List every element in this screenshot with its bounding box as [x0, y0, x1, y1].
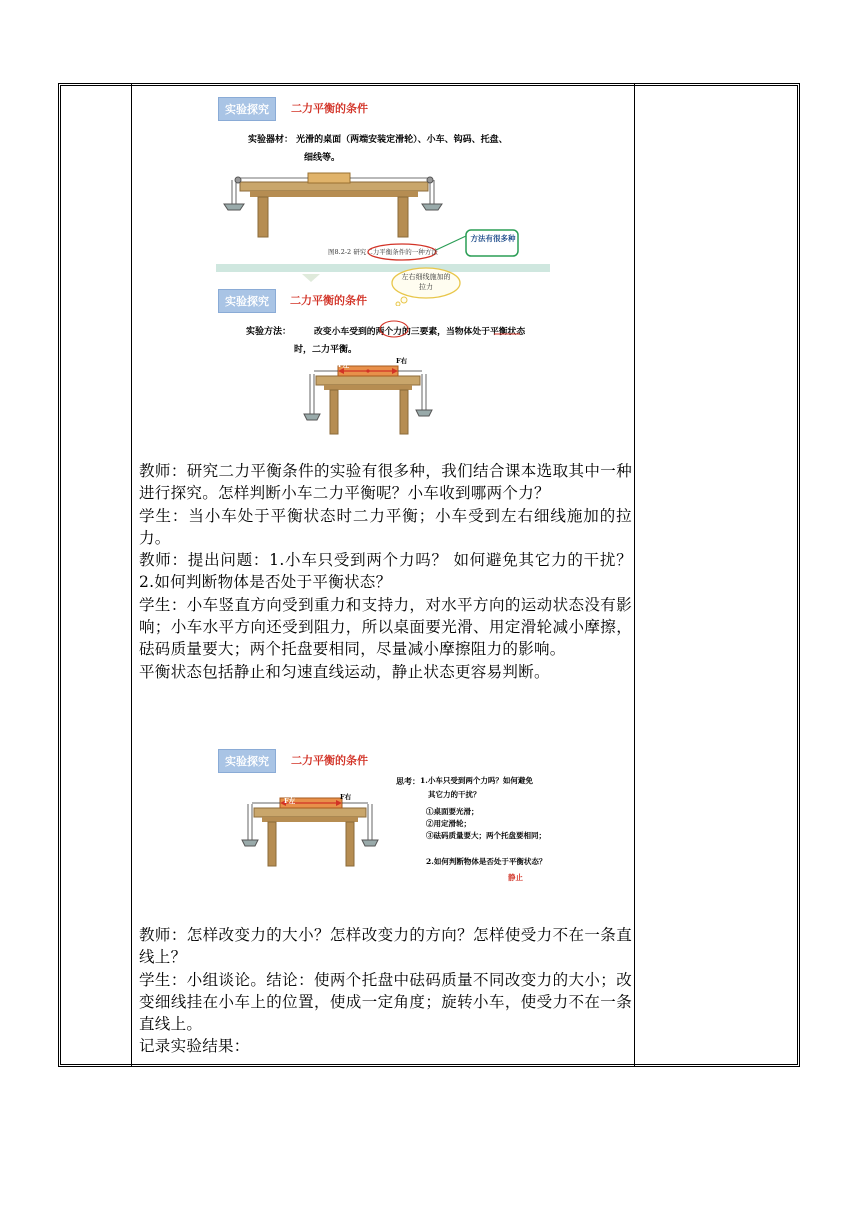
dialogue-block-2 [139, 924, 632, 1058]
paragraph: 学生：当小车处于平衡状态时二力平衡；小车受到左右细线施加的拉力。 [139, 506, 632, 547]
force-left-label: F左 [284, 797, 296, 805]
cloud-text: 左右细线施加的拉力 [401, 273, 451, 291]
answer-4: 静止 [508, 873, 523, 882]
slide-thinking [216, 746, 550, 896]
force-right-label: F右 [396, 357, 408, 365]
method-annotation [216, 312, 550, 342]
slide-materials [216, 94, 550, 272]
paragraph: 学生：小车竖直方向受到重力和支持力，对水平方向的运动状态没有影响；小车水平方向还受到阻力，所以桌面要光滑、用定滑轮减小摩擦，砝码质量要大；两个托盘要相同，尽量减小摩擦阻力的影响。 [139, 595, 632, 659]
answer-1: ①桌面要光滑； [426, 807, 479, 816]
think-label: 思考： [396, 776, 420, 786]
slide-tag: 实验探究 [218, 289, 276, 313]
slide-tag: 实验探究 [218, 749, 276, 773]
slide-title: 二力平衡的条件 [290, 294, 367, 307]
question-1: 1.小车只受到两个力吗？如何避免 [420, 776, 533, 785]
cart-force-illustration [302, 364, 452, 442]
paragraph: 学生：小组谈论。结论：使两个托盘中砝码质量不同改变力的大小；改变细线挂在小车上的位置，使成一定角度；旋转小车，使受力不在一条直线上。 [139, 970, 632, 1034]
paragraph: 教师：怎样改变力的大小？怎样改变力的方向？怎样使受力不在一条直线上？ [139, 926, 632, 967]
question-2: 2.如何判断物体是否处于平衡状态？ [426, 857, 547, 866]
content-cell [131, 86, 634, 1064]
method-text: 改变小车受到的两个力的三要素，当物体处于平衡状态 [314, 327, 526, 337]
question-1-cont: 其它力的干扰？ [428, 790, 481, 799]
answer-2: ②用定滑轮； [426, 819, 471, 828]
paragraph: 教师：研究二力平衡条件的实验有很多种，我们结合课本选取其中一种进行探究。怎样判断小车二力平衡呢？小车收到哪两个力？ [139, 462, 632, 503]
force-right-label: F右 [340, 793, 352, 801]
method-label: 实验方法： [246, 327, 292, 337]
slide-tag: 实验探究 [218, 97, 276, 121]
column-divider-right [634, 83, 635, 1067]
answer-3: ③砝码质量要大；两个托盘要相同； [426, 831, 546, 840]
cart-force-illustration [240, 792, 390, 872]
slide-title: 二力平衡的条件 [291, 102, 368, 115]
figure-caption: 图8.2-2 研究二力平衡条件的一种方法 [328, 248, 438, 256]
slide-method [216, 272, 550, 442]
paragraph: 记录实验结果： [139, 1037, 250, 1056]
dialogue-block-1 [139, 460, 632, 683]
force-left-label: F左 [338, 361, 350, 369]
method-bubble: 方法有很多种 [470, 234, 516, 243]
paragraph: 教师：提出问题：1.小车只受到两个力吗？ 如何避免其它力的干扰？2.如何判断物体是否处于平衡状态？ [139, 551, 632, 592]
paragraph: 平衡状态包括静止和匀速直线运动，静止状态更容易判断。 [139, 662, 550, 681]
materials-text-2: 细线等。 [304, 153, 341, 163]
materials-text: 实验器材： 光滑的桌面（两端安装定滑轮）、小车、钩码、托盘、 [248, 135, 508, 145]
method-text-2: 时，二力平衡。 [294, 345, 358, 355]
slide-title: 二力平衡的条件 [291, 754, 368, 767]
down-arrow-icon [296, 272, 326, 284]
